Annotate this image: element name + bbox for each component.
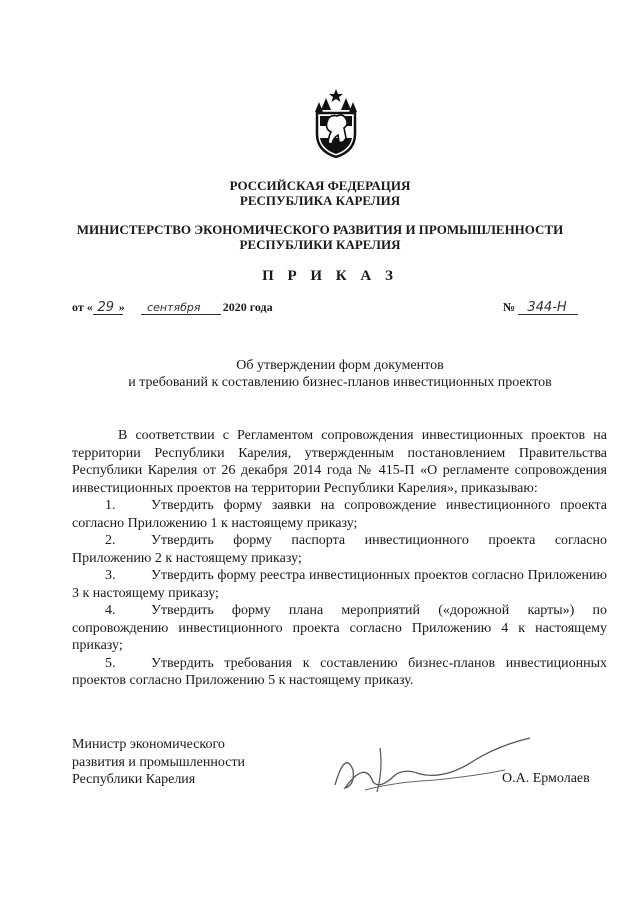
body-intro: В соответствии с Регламентом сопровождения инвестиционных проектов на территории Республики Карелия, утвержденным постановлением Правительства Республики Карелия от 26 декабря 2014 года № 415-П «О регламенте сопровождения инвестиционных проектов на территории Республики Карелия», приказываю: [72,428,607,496]
signatory-position [72,736,245,789]
item-number: 3. [105,568,116,583]
date-prefix: от « [72,300,93,314]
ministry-heading-republic: РЕСПУБЛИКИ КАРЕЛИЯ [239,237,401,252]
republic-heading: РЕСПУБЛИКА КАРЕЛИЯ [239,193,401,208]
date-month: сентября [147,301,201,314]
item-number: 4. [105,603,116,618]
country-heading: РОССИЙСКАЯ ФЕДЕРАЦИЯ [229,178,411,193]
item-text: Утвердить форму заявки на сопровождение инвестиционного проекта согласно Приложению 1 к настоящему приказу; [72,498,607,531]
order-number-line [503,300,576,315]
order-body [72,427,607,690]
item-number: 2. [105,533,116,548]
order-subject [0,357,640,391]
item-number: 1. [105,498,116,513]
order-item [72,567,607,602]
signatory-name: О.А. Ермолаев [502,771,590,786]
order-item [72,532,607,567]
date-line [72,300,273,315]
position-line-1: Министр экономического [72,737,225,752]
subject-line-2: и требований к составлению бизнес-планов инвестиционных проектов [128,375,552,390]
item-text: Утвердить форму паспорта инвестиционного проекта согласно Приложению 2 к настоящему приказу; [72,533,607,566]
item-text: Утвердить требования к составлению бизнес-планов инвестиционных проектов согласно Приложению 5 к настоящему приказу. [72,655,607,688]
number-underline [518,314,578,315]
date-mid: » [118,300,125,314]
date-year: 2020 года [222,300,273,314]
position-line-2: развития и промышленности [72,754,246,770]
day-underline [93,314,123,315]
order-number-prefix: № [503,300,516,314]
item-text: Утвердить форму реестра инвестиционных проектов согласно Приложению 3 к настоящему приказу; [72,568,607,601]
karelia-coat-of-arms-icon [313,88,359,158]
item-text: Утвердить форму плана мероприятий («дорожной карты») по сопровождению инвестиционного проекта согласно Приложению 4 к настоящему приказу; [72,603,607,653]
date-day: 29 [97,300,115,315]
ministry-heading: МИНИСТЕРСТВО ЭКОНОМИЧЕСКОГО РАЗВИТИЯ И ПРОМЫШЛЕННОСТИ [76,222,564,237]
item-number: 5. [105,655,116,671]
month-underline [141,314,221,315]
order-number: 344-Н [527,300,567,315]
document-type-title: П Р И К А З [262,268,398,284]
order-item [72,602,607,655]
order-item [72,497,607,532]
position-line-3: Республики Карелия [72,772,196,787]
order-item [72,655,607,690]
subject-line-1: Об утверждении форм документов [236,358,444,373]
handwritten-signature-icon [325,730,535,800]
